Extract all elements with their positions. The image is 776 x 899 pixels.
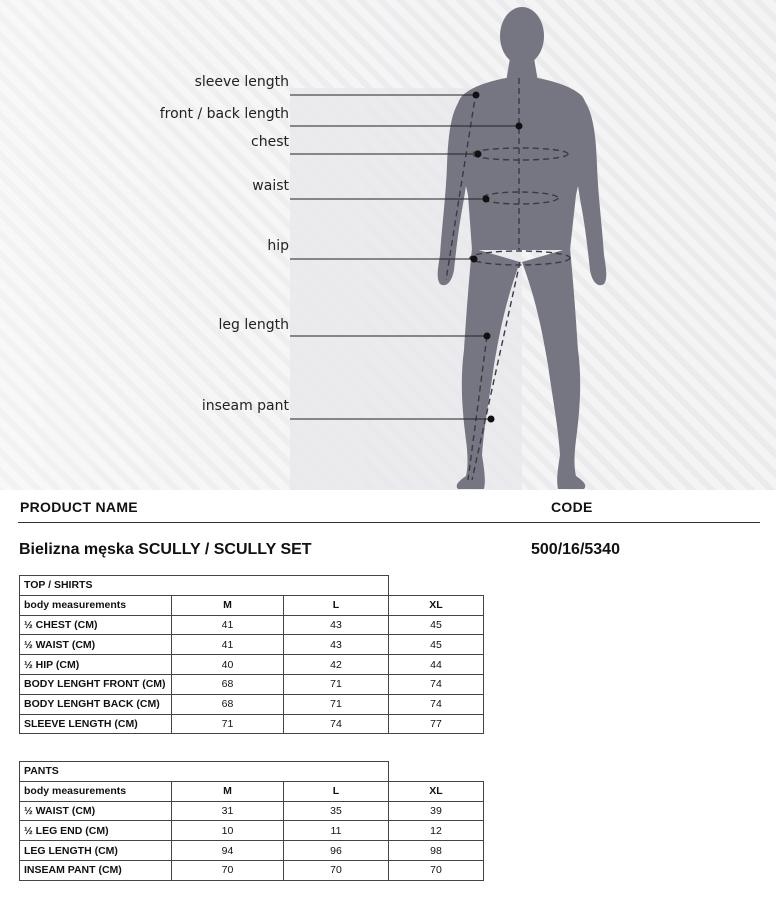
column-header: L [284, 595, 389, 615]
cell-value: 44 [389, 655, 484, 675]
label-hip: hip [267, 238, 289, 254]
label-waist: waist [252, 178, 289, 194]
column-header: XL [389, 595, 484, 615]
row-label: ½ CHEST (CM) [20, 615, 172, 635]
table-title-row [20, 576, 484, 596]
cell-value: 11 [284, 821, 389, 841]
code-heading: CODE [551, 499, 593, 515]
table-header-row [20, 781, 484, 801]
row-label: ½ HIP (CM) [20, 655, 172, 675]
column-header: body measurements [20, 595, 172, 615]
table-title: PANTS [20, 762, 389, 782]
cell-value: 94 [172, 841, 284, 861]
table-row [20, 801, 484, 821]
cell-value: 70 [389, 860, 484, 880]
column-header: M [172, 595, 284, 615]
cell-value: 74 [389, 674, 484, 694]
row-label: ½ WAIST (CM) [20, 635, 172, 655]
table-row [20, 821, 484, 841]
label-chest: chest [251, 134, 289, 150]
row-label: ½ LEG END (CM) [20, 821, 172, 841]
cell-value: 98 [389, 841, 484, 861]
label-inseam-pant: inseam pant [201, 398, 289, 414]
cell-value: 74 [284, 714, 389, 734]
row-label: INSEAM PANT (CM) [20, 860, 172, 880]
cell-value: 43 [284, 615, 389, 635]
column-header: body measurements [20, 781, 172, 801]
label-front-back-length: front / back length [159, 106, 289, 122]
cell-value: 31 [172, 801, 284, 821]
table-row [20, 860, 484, 880]
cell-value: 42 [284, 655, 389, 675]
table-row [20, 694, 484, 714]
label-sleeve-length: sleeve length [194, 74, 289, 90]
cell-value: 40 [172, 655, 284, 675]
table-row [20, 655, 484, 675]
table-title: TOP / SHIRTS [20, 576, 389, 596]
cell-value: 77 [389, 714, 484, 734]
column-header: L [284, 781, 389, 801]
table-row [20, 714, 484, 734]
cell-value: 70 [284, 860, 389, 880]
cell-value: 71 [172, 714, 284, 734]
cell-value: 71 [284, 694, 389, 714]
top-size-table [19, 575, 484, 734]
column-header: M [172, 781, 284, 801]
table-row [20, 841, 484, 861]
cell-value: 12 [389, 821, 484, 841]
row-label: SLEEVE LENGTH (CM) [20, 714, 172, 734]
cell-value: 74 [389, 694, 484, 714]
cell-value: 41 [172, 615, 284, 635]
table-header-row [20, 595, 484, 615]
row-label: BODY LENGHT BACK (CM) [20, 694, 172, 714]
cell-value: 35 [284, 801, 389, 821]
cell-value: 96 [284, 841, 389, 861]
row-label: ½ WAIST (CM) [20, 801, 172, 821]
cell-value: 43 [284, 635, 389, 655]
table-row [20, 615, 484, 635]
product-code: 500/16/5340 [531, 541, 620, 558]
table-title-row [20, 762, 484, 782]
pants-size-table [19, 761, 484, 881]
cell-value: 68 [172, 674, 284, 694]
column-header: XL [389, 781, 484, 801]
table-row [20, 674, 484, 694]
label-leg-length: leg length [218, 317, 289, 333]
row-label: LEG LENGTH (CM) [20, 841, 172, 861]
cell-value: 39 [389, 801, 484, 821]
header-divider [18, 522, 760, 523]
cell-value: 10 [172, 821, 284, 841]
cell-value: 71 [284, 674, 389, 694]
cell-value: 45 [389, 635, 484, 655]
cell-value: 70 [172, 860, 284, 880]
product-name: Bielizna męska SCULLY / SCULLY SET [19, 541, 312, 558]
table-row [20, 635, 484, 655]
cell-value: 45 [389, 615, 484, 635]
row-label: BODY LENGHT FRONT (CM) [20, 674, 172, 694]
cell-value: 68 [172, 694, 284, 714]
cell-value: 41 [172, 635, 284, 655]
product-name-heading: PRODUCT NAME [20, 499, 138, 515]
